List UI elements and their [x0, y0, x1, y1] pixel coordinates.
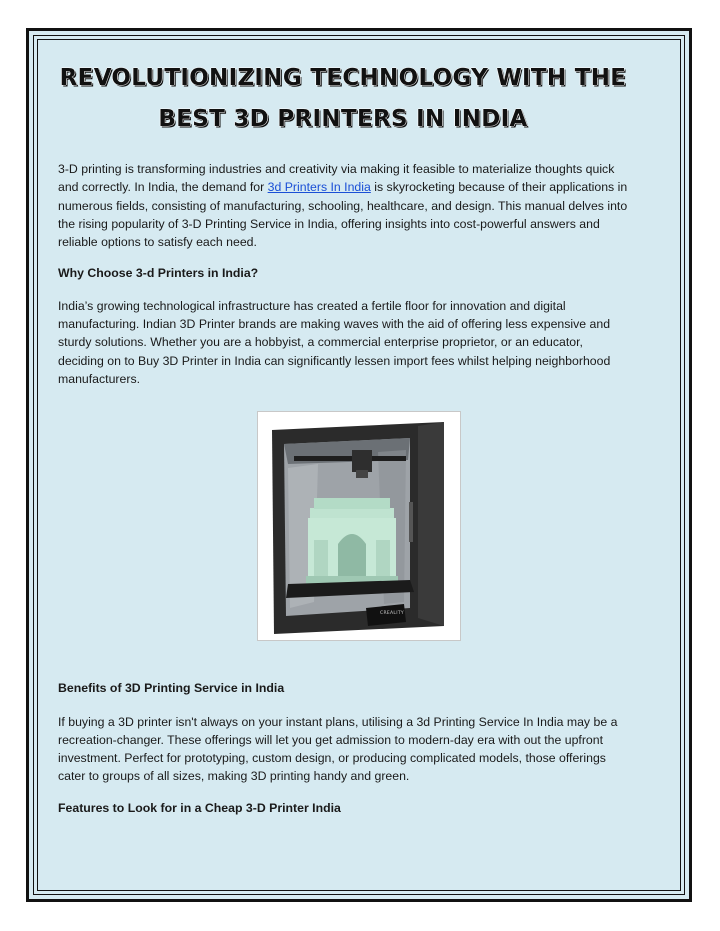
- paragraph-why-choose: India’s growing technological infrastructure has created a fertile floor for innovation and digital manufacturing. Indian 3D Printer brands are making waves with the aid of offering less expensive and sturdy solutions. Whether you are a hobbyist, a commercial enterprise proprietor, or an educator, deciding on to Buy 3D Printer in India can significantly lessen import fees whilst helping neighborhood manufacturers.: [58, 298, 611, 386]
- printer-image: [257, 411, 461, 641]
- heading-benefits: Benefits of 3D Printing Service in India: [58, 681, 285, 696]
- intro-text-start: 3-D printing is transforming industries and creativity via making it feasible to materialize thoughts quick and correctly. In India, the demand for: [58, 162, 615, 195]
- title-line-1: REVOLUTIONIZING TECHNOLOGY WITH THE: [59, 65, 627, 91]
- page-title: [58, 58, 628, 140]
- printer-brand-label: CREALITY: [380, 611, 404, 617]
- printer-illustration: [258, 412, 460, 640]
- paragraph-benefits: If buying a 3D printer isn't always on your instant plans, utilising a 3d Printing Service In India may be a recreation-changer. These offerings will let you get admission to modern-day era with out the upfront investment. Perfect for prototyping, custom design, or producing complicated models, those offerings cater to groups of all sizes, making 3D printing handy and green.: [58, 714, 618, 784]
- article: [58, 58, 628, 817]
- heading-features: Features to Look for in a Cheap 3-D Printer India: [58, 800, 341, 815]
- printed-model-gate: [306, 498, 398, 584]
- 3d-printers-in-india-link[interactable]: 3d Printers In India: [267, 180, 371, 195]
- title-line-2: BEST 3D PRINTERS IN INDIA: [158, 106, 528, 132]
- intro-paragraph: [58, 160, 628, 251]
- heading-why-choose: Why Choose 3-d Printers in India?: [58, 266, 259, 281]
- intro-text-end: is skyrocketing because of their applications in numerous fields, consisting of manufacturing, schooling, healthcare, and design. This manual delves into the rising popularity of 3-D Printing Service in India, offering insights into cost-powerful answers and reliable options to satisfy each need.: [58, 180, 628, 250]
